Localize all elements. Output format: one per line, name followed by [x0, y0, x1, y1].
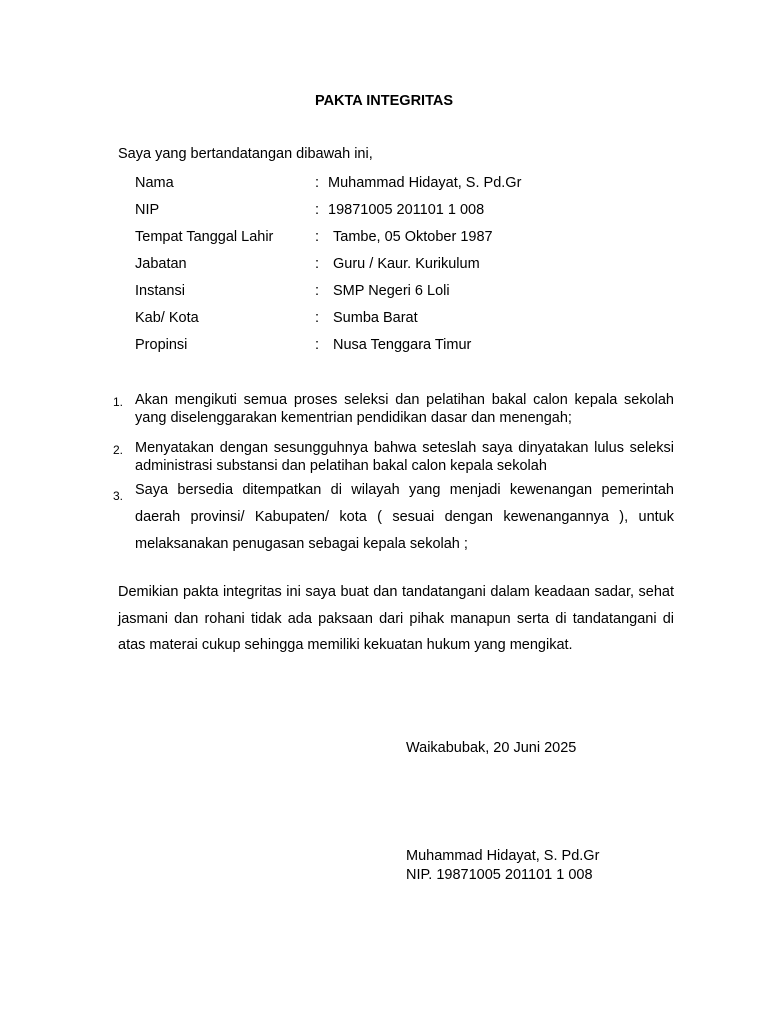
identity-label: Propinsi — [135, 337, 188, 353]
statement-item — [113, 439, 674, 475]
identity-table — [135, 174, 695, 363]
identity-colon: : — [315, 256, 320, 272]
identity-colon: : — [315, 202, 320, 218]
identity-label: NIP — [135, 202, 160, 218]
statement-item — [113, 477, 674, 558]
statement-text: Menyatakan dengan sesungguhnya bahwa seteslah saya dinyatakan lulus seleksi administrasi substansi dan pelatihan bakal calon kepala sekolah — [135, 440, 674, 474]
statement-number: 1. — [113, 395, 124, 409]
identity-value: 19871005 201101 1 008 — [328, 202, 485, 218]
identity-row-nama — [135, 174, 695, 201]
identity-label: Jabatan — [135, 256, 187, 272]
identity-row-jabatan — [135, 255, 695, 282]
identity-colon: : — [315, 175, 320, 191]
signer-name: Muhammad Hidayat, S. Pd.Gr — [406, 848, 600, 864]
signature-block — [406, 847, 706, 885]
identity-label: Nama — [135, 175, 174, 191]
identity-row-propinsi — [135, 336, 695, 363]
signer-nip: NIP. 19871005 201101 1 008 — [406, 867, 593, 883]
identity-label: Kab/ Kota — [135, 310, 199, 326]
statement-list — [113, 391, 674, 558]
identity-value: Nusa Tenggara Timur — [333, 337, 472, 353]
identity-row-kota — [135, 309, 695, 336]
identity-label: Tempat Tanggal Lahir — [135, 229, 274, 245]
identity-value: Muhammad Hidayat, S. Pd.Gr — [328, 175, 522, 191]
identity-colon: : — [315, 229, 320, 245]
identity-colon: : — [315, 283, 320, 299]
statement-number: 2. — [113, 443, 124, 457]
identity-value: SMP Negeri 6 Loli — [333, 283, 450, 299]
statement-item — [113, 391, 674, 427]
signature-place-date: Waikabubak, 20 Juni 2025 — [406, 740, 577, 756]
identity-value: Sumba Barat — [333, 310, 418, 326]
identity-row-ttl — [135, 228, 695, 255]
statement-text: Akan mengikuti semua proses seleksi dan pelatihan bakal calon kepala sekolah yang diselenggarakan kementrian pendidikan dasar dan menengah; — [135, 392, 674, 426]
closing-paragraph: Demikian pakta integritas ini saya buat dan tandatangani dalam keadaan sadar, sehat jasmani dan rohani tidak ada paksaan dari pihak manapun serta di tandatangani di atas materai cukup sehingga memiliki kekuatan hukum yang mengikat. — [118, 584, 674, 653]
page-title: PAKTA INTEGRITAS — [314, 93, 453, 109]
identity-colon: : — [315, 337, 320, 353]
identity-colon: : — [315, 310, 320, 326]
intro-text: Saya yang bertandatangan dibawah ini, — [118, 146, 373, 162]
identity-row-nip — [135, 201, 695, 228]
identity-value: Guru / Kaur. Kurikulum — [333, 256, 480, 272]
identity-value: Tambe, 05 Oktober 1987 — [333, 229, 493, 245]
statement-number: 3. — [113, 489, 124, 503]
identity-label: Instansi — [135, 283, 185, 299]
statement-text: Saya bersedia ditempatkan di wilayah yang menjadi kewenangan pemerintah daerah provinsi/ Kabupaten/ kota ( sesuai dengan kewenangannya ), untuk melaksanakan penugasan sebagai kepala sekolah ; — [135, 482, 674, 552]
identity-row-instansi — [135, 282, 695, 309]
